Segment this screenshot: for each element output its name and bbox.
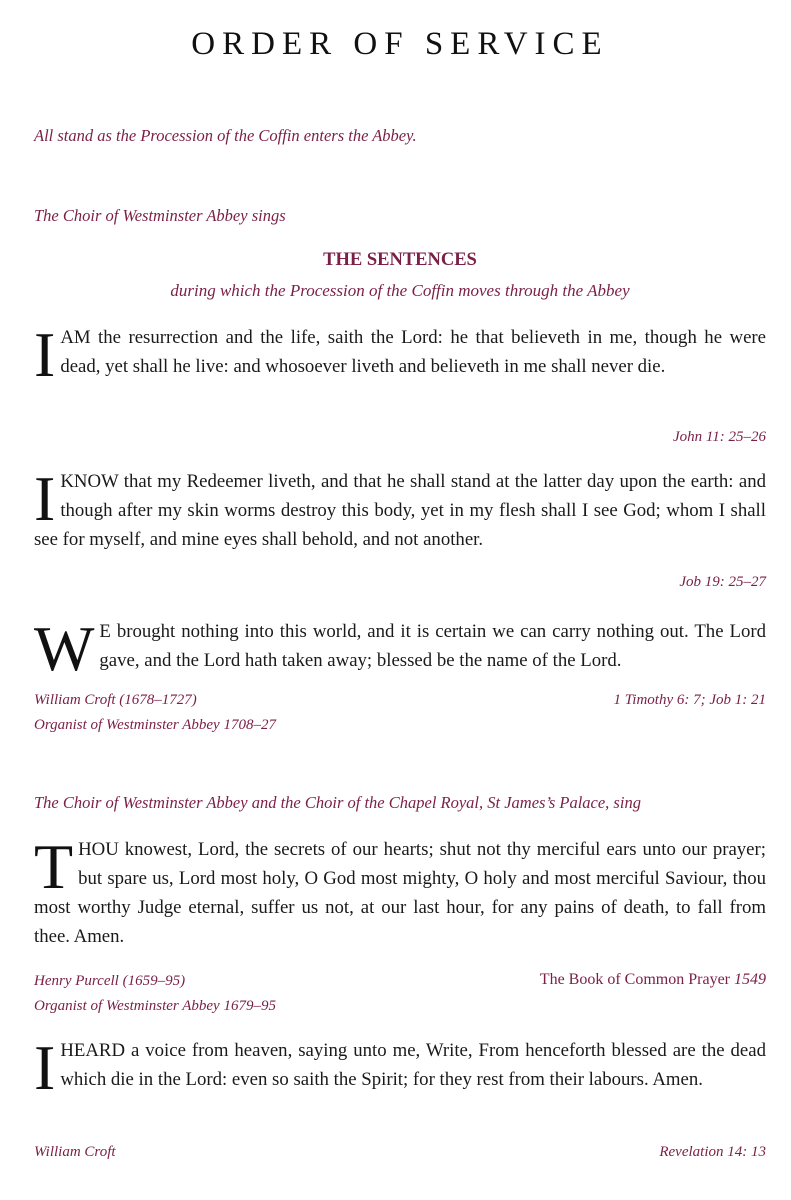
rubric-choir: The Choir of Westminster Abbey sings [34, 206, 286, 225]
drop-cap: I [34, 463, 56, 534]
page-title: ORDER OF SERVICE [191, 26, 609, 62]
section-subheading: during which the Procession of the Coffin moves through the Abbey [170, 281, 630, 300]
source-year: 1549 [734, 971, 766, 988]
anthem-text: HOU knowest, Lord, the secrets of our hearts; shut not thy merciful ears unto our prayer; but spare us, Lord most holy, O God most mighty, O holy and most merciful Saviour, thou most worthy Judge eternal, suffer us not, at our last hour, for any pains of death, to fall from thee. Amen. [34, 839, 766, 947]
verse-brought-nothing [34, 613, 766, 684]
composer-role: Organist of Westminster Abbey 1679–95 [34, 998, 276, 1014]
verse-heard-a-voice [34, 1032, 766, 1103]
scripture-reference: John 11: 25–26 [672, 429, 766, 445]
composer-name: William Croft (1678–1727) [34, 692, 197, 708]
verse-resurrection [34, 319, 766, 390]
rubric-choirs: The Choir of Westminster Abbey and the Choir of the Chapel Royal, St James’s Palace, sing [34, 793, 641, 812]
composer-role: Organist of Westminster Abbey 1708–27 [34, 717, 276, 733]
verse-text: E brought nothing into this world, and it is certain we can carry nothing out. The Lord gave, and the Lord hath taken away; blessed be the name of the Lord. [99, 621, 766, 671]
verse-redeemer [34, 463, 766, 554]
verse-text: HEARD a voice from heaven, saying unto me, Write, From henceforth blessed are the dead which die in the Lord: even so saith the Spirit; for they rest from their labours. Amen. [60, 1040, 766, 1090]
verse-text: KNOW that my Redeemer liveth, and that he shall stand at the latter day upon the earth: and though after my skin worms destroy this body, yet in my flesh shall I see God; whom I shall see for myself, and mine eyes shall behold, and not another. [34, 471, 766, 550]
verse-text: AM the resurrection and the life, saith the Lord: he that believeth in me, though he were dead, yet shall he live: and whosoever liveth and believeth in me shall never die. [60, 327, 766, 377]
prayer-book-source [540, 971, 766, 989]
scripture-reference: Revelation 14: 13 [659, 1144, 766, 1160]
composer-credit [34, 688, 276, 738]
source-title: The Book of Common Prayer [539, 971, 730, 988]
composer-name: William Croft [34, 1144, 116, 1160]
drop-cap: I [34, 1032, 56, 1103]
rubric-procession: All stand as the Procession of the Coffin enters the Abbey. [34, 126, 417, 145]
drop-cap: W [34, 613, 95, 684]
drop-cap: T [34, 831, 74, 902]
anthem-thou-knowest [34, 831, 766, 951]
scripture-reference: 1 Timothy 6: 7; Job 1: 21 [613, 692, 766, 708]
composer-credit [34, 969, 276, 1019]
drop-cap: I [34, 319, 56, 390]
section-heading: THE SENTENCES [323, 250, 477, 270]
composer-name: Henry Purcell (1659–95) [34, 973, 186, 989]
scripture-reference: Job 19: 25–27 [679, 574, 766, 590]
composer-credit [34, 1140, 116, 1165]
